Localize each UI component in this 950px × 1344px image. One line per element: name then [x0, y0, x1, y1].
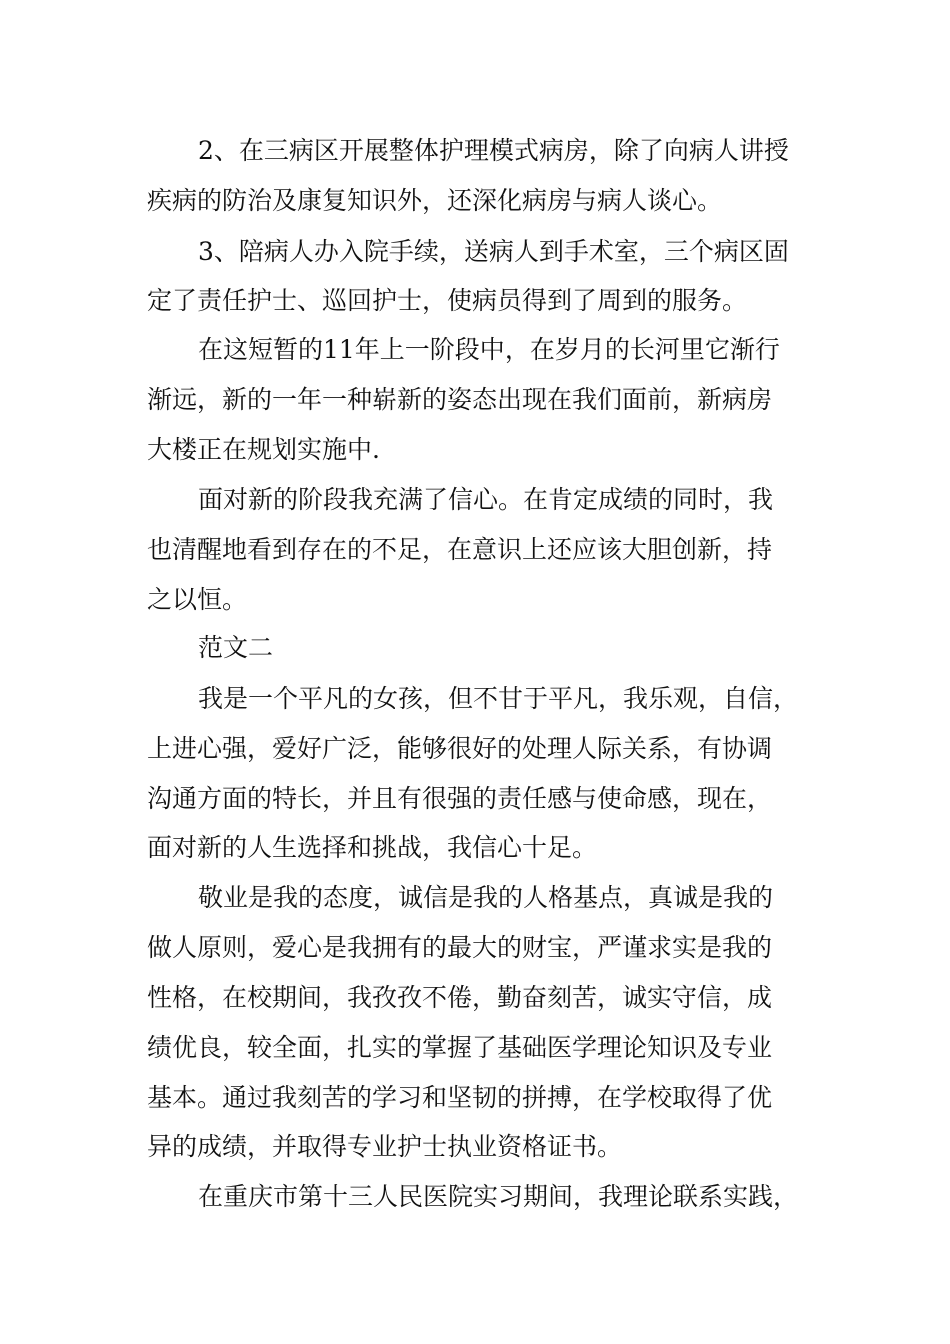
- text-line: 疾病的防治及康复知识外，还深化病房与病人谈心。: [147, 186, 723, 215]
- text-line: 上进心强，爱好广泛，能够很好的处理人际关系，有协调: [147, 734, 773, 763]
- text-line: 大楼正在规划实施中.: [147, 435, 380, 464]
- text-line: 做人原则，爱心是我拥有的最大的财宝，严谨求实是我的: [147, 933, 773, 962]
- text-line: 面对新的阶段我充满了信心。在肯定成绩的同时，我: [198, 485, 774, 514]
- text-line: 渐远，新的一年一种崭新的姿态出现在我们面前，新病房: [147, 385, 773, 414]
- text-line: 之以恒。: [147, 585, 248, 614]
- text-line: 也清醒地看到存在的不足，在意识上还应该大胆创新，持: [147, 535, 773, 564]
- text-line: 基本。通过我刻苦的学习和坚韧的拼搏，在学校取得了优: [147, 1083, 773, 1112]
- text-line: 沟通方面的特长，并且有很强的责任感与使命感，现在，: [147, 784, 773, 813]
- text-line: 敬业是我的态度，诚信是我的人格基点，真诚是我的: [198, 883, 774, 912]
- section-heading: 范文二: [198, 633, 274, 662]
- text-line: 异的成绩，并取得专业护士执业资格证书。: [147, 1132, 623, 1161]
- text-line: 在这短暂的11年上一阶段中，在岁月的长河里它渐行: [198, 335, 780, 364]
- text-line: 绩优良，较全面，扎实的掌握了基础医学理论知识及专业: [147, 1033, 773, 1062]
- text-line: 性格，在校期间，我孜孜不倦，勤奋刻苦，诚实守信，成: [147, 983, 773, 1012]
- text-line: 定了责任护士、巡回护士，使病员得到了周到的服务。: [147, 286, 748, 315]
- text-line: 我是一个平凡的女孩，但不甘于平凡，我乐观，自信，: [198, 684, 799, 713]
- text-line: 3、陪病人办入院手续，送病人到手术室，三个病区固: [198, 237, 789, 266]
- text-line: 面对新的人生选择和挑战，我信心十足。: [147, 833, 598, 862]
- text-line: 在重庆市第十三人民医院实习期间，我理论联系实践，: [198, 1182, 799, 1211]
- text-line: 2、在三病区开展整体护理模式病房，除了向病人讲授: [198, 136, 789, 165]
